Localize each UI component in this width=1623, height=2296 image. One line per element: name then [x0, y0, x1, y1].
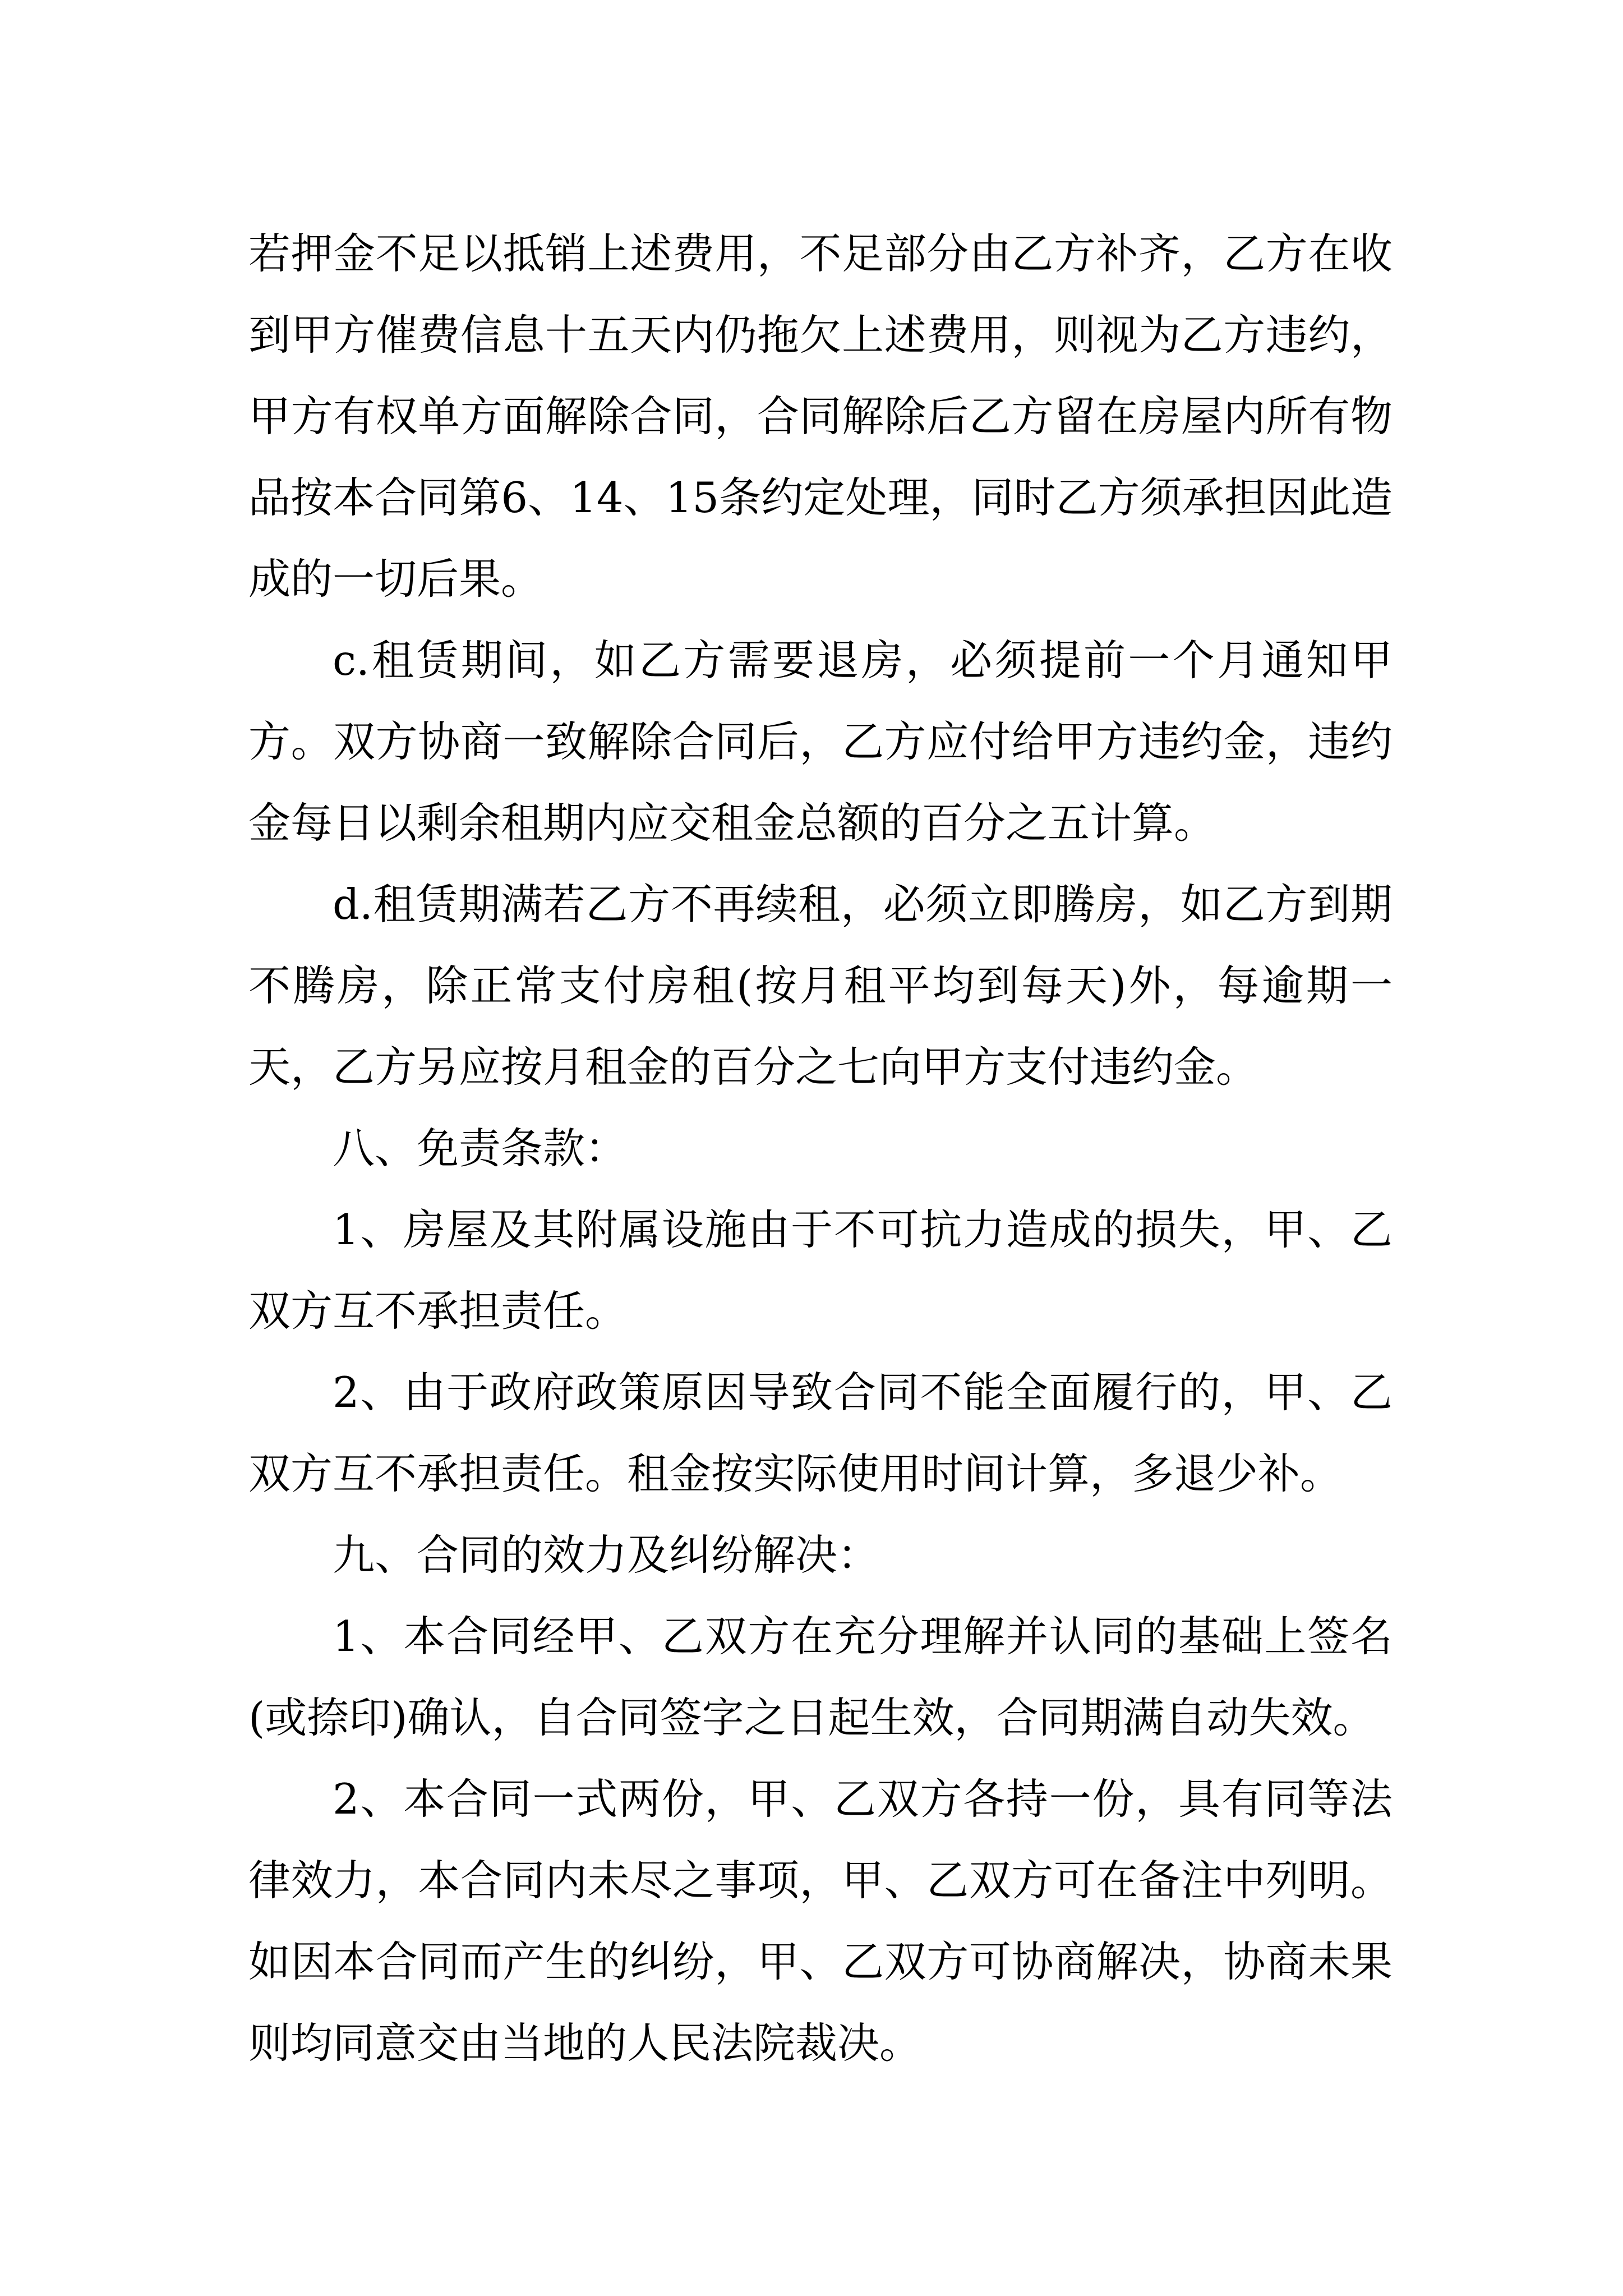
section-heading-validity: 九、合同的效力及纠纷解决：	[333, 1530, 880, 1580]
document-body	[248, 213, 1393, 2084]
paragraph-deposit-shortfall: 若押金不足以抵销上述费用，不足部分由乙方补齐，乙方在收到甲方催费信息十五天内仍拖欠上述费用，则视为乙方违约，甲方有权单方面解除合同，合同解除后乙方留在房屋内所有物品按本合同第6、14、15条约定处理，同时乙方须承担因此造成的一切后果。	[248, 229, 1393, 604]
paragraph-clause-d: d.租赁期满若乙方不再续租，必须立即腾房，如乙方到期不腾房，除正常支付房租(按月租平均到每天)外，每逾期一天，乙方另应按月租金的百分之七向甲方支付违约金。	[248, 880, 1393, 1092]
paragraph-exemption-2: 2、由于政府政策原因导致合同不能全面履行的，甲、乙双方互不承担责任。租金按实际使用时间计算，多退少补。	[248, 1368, 1393, 1498]
paragraph-exemption-1: 1、房屋及其附属设施由于不可抗力造成的损失，甲、乙双方互不承担责任。	[248, 1205, 1393, 1336]
paragraph-validity-2: 2、本合同一式两份，甲、乙双方各持一份，具有同等法律效力，本合同内未尽之事项，甲、乙双方可在备注中列明。如因本合同而产生的纠纷，甲、乙双方可协商解决，协商未果则均同意交由当地的人民法院裁决。	[248, 1774, 1393, 2068]
section-heading-exemption: 八、免责条款：	[333, 1124, 628, 1173]
paragraph-clause-c: c.租赁期间，如乙方需要退房，必须提前一个月通知甲方。双方协商一致解除合同后，乙方应付给甲方违约金，违约金每日以剩余租期内应交租金总额的百分之五计算。	[248, 636, 1393, 848]
paragraph-validity-1: 1、本合同经甲、乙双方在充分理解并认同的基础上签名(或捺印)确认，自合同签字之日起生效，合同期满自动失效。	[248, 1612, 1393, 1742]
